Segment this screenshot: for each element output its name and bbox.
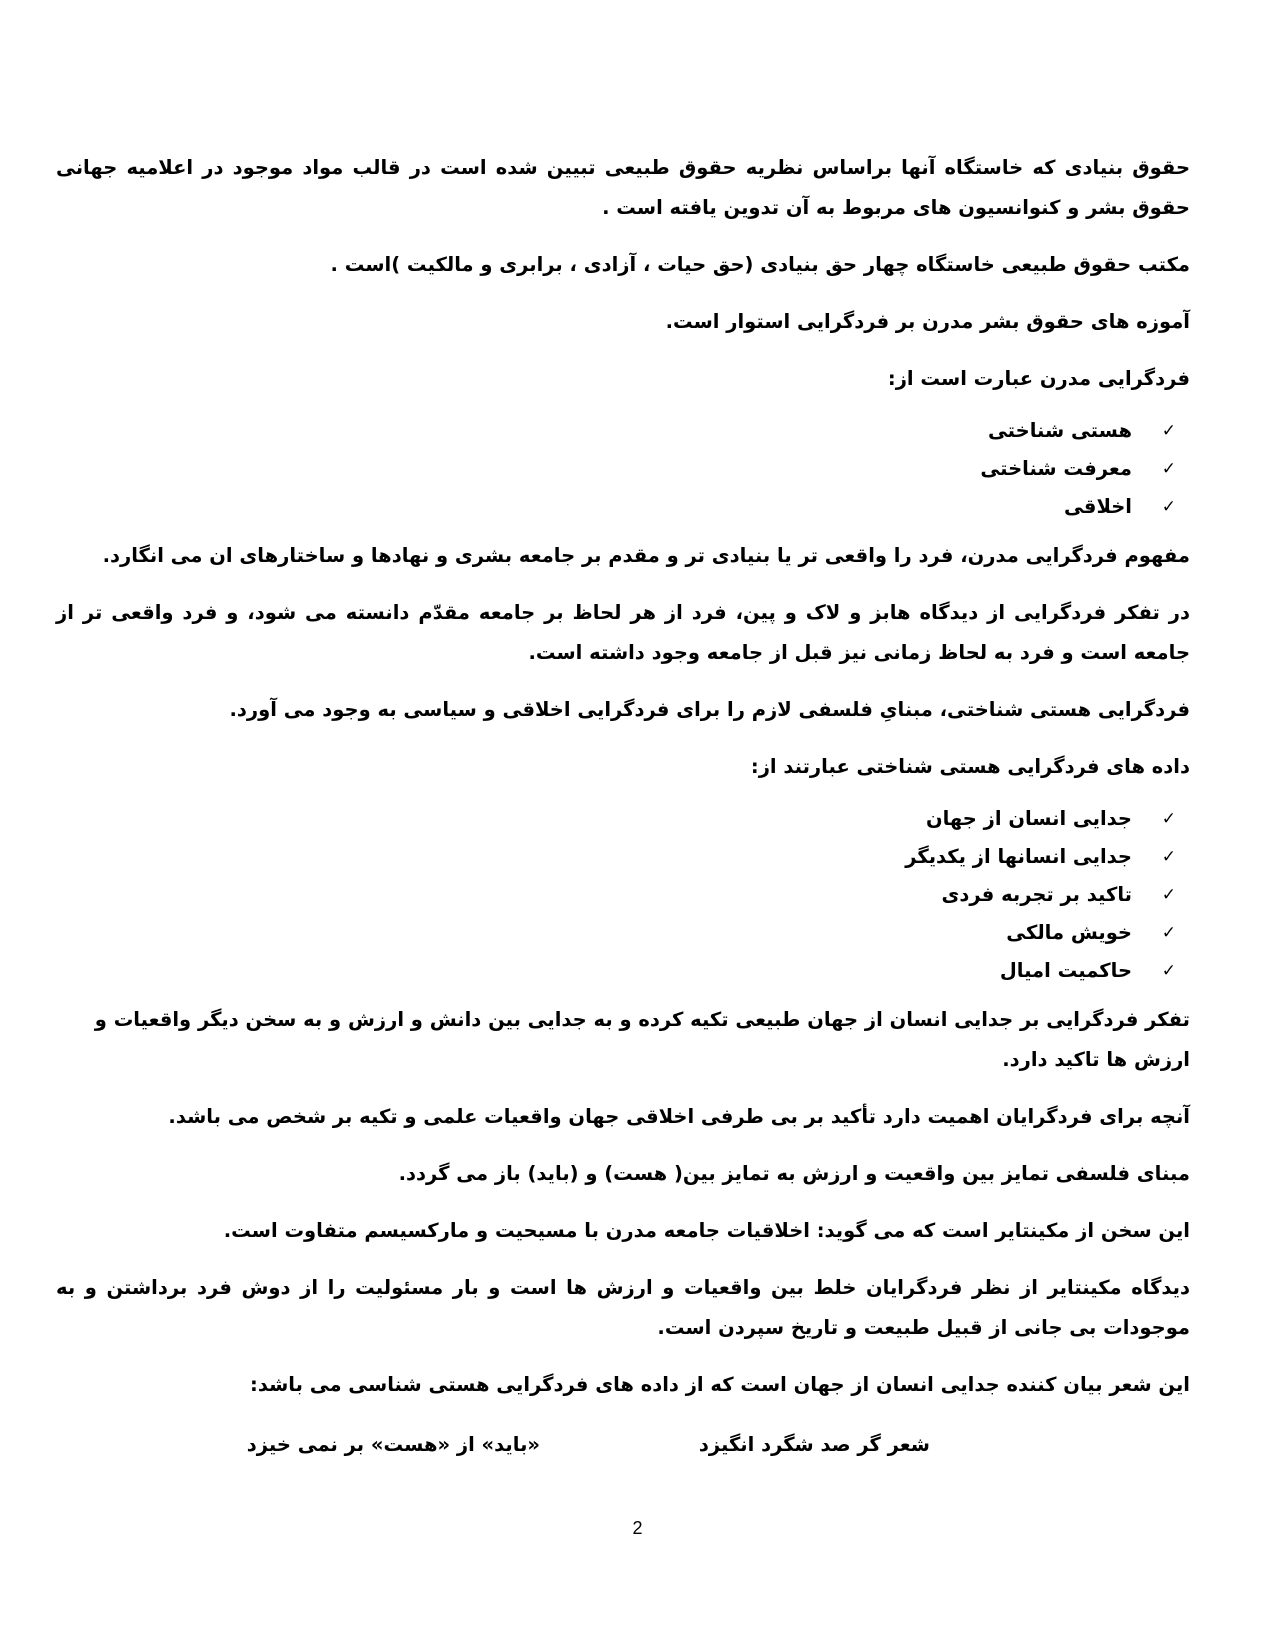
checkmark-icon: ✓ <box>1161 847 1176 867</box>
paragraph-macintyre-critique: دیدگاه مکینتایر از نظر فردگرایان خلط بین واقعیات و ارزش ها است و بار مسئولیت را از دوش فرد برداشتن و به موجودات بی جانی از قبیل طبیعت و تاریخ سپردن است. <box>56 1276 1190 1339</box>
poem-couplet <box>56 1425 1190 1465</box>
list-item <box>56 488 1176 526</box>
list-item-label: حاکمیت امیال <box>999 959 1132 982</box>
list-item <box>56 876 1176 914</box>
paragraph-poem-intro: این شعر بیان کننده جدایی انسان از جهان است که از داده های فردگرایی هستی شناسی می باشد: <box>250 1373 1190 1396</box>
paragraph-human-rights-teachings: آموزه های حقوق بشر مدرن بر فردگرایی استوار است. <box>665 310 1190 333</box>
list-item-label: اخلاقی <box>1063 495 1132 518</box>
ontological-data-list <box>56 800 1190 990</box>
list-item <box>56 412 1176 450</box>
paragraph-macintyre-quote: این سخن از مکینتایر است که می گوید: اخلاقیات جامعه مدرن با مسیحیت و مارکسیسم متفاوت است. <box>223 1219 1190 1242</box>
paragraph-natural-rights: حقوق بنیادی که خاستگاه آنها براساس نظریه حقوق طبیعی تبیین شده است در قالب مواد موجود در اعلامیه جهانی حقوق بشر و کنوانسیون های مربوط به آن تدوین یافته است . <box>56 156 1190 219</box>
individualism-types-list <box>56 412 1190 526</box>
paragraph-is-ought: مبنای فلسفی تمایز بین واقعیت و ارزش به تمایز بین( هست) و (باید) باز می گردد. <box>398 1162 1190 1185</box>
checkmark-icon: ✓ <box>1161 961 1176 981</box>
list-item-label: جدایی انسانها از یکدیگر <box>905 845 1132 868</box>
page-number: 2 <box>632 1518 643 1538</box>
paragraph-ontological-data-heading: داده های فردگرایی هستی شناختی عبارتند از: <box>750 755 1190 778</box>
list-item-label: جدایی انسان از جهان <box>925 807 1132 830</box>
paragraph-hobbes-locke-paine: در تفکر فردگرایی از دیدگاه هابز و لاک و پین، فرد از هر لحاظ بر جامعه مقدّم دانسته می شود، و فرد واقعی تر از جامعه است و فرد به لحاظ زمانی نیز قبل از جامعه وجود داشته است. <box>56 601 1190 664</box>
paragraph-natural-law-school: مکتب حقوق طبیعی خاستگاه چهار حق بنیادی (حق حیات ، آزادی ، برابری و مالکیت )است . <box>330 253 1190 276</box>
paragraph-modern-individualism-heading: فردگرایی مدرن عبارت است از: <box>887 367 1190 390</box>
paragraph-separation-thesis: تفکر فردگرایی بر جدایی انسان از جهان طبیعی تکیه کرده و به جدایی بین دانش و ارزش و به سخن دیگر واقعیات و ارزش ها تاکید دارد. <box>94 1008 1190 1071</box>
document-body <box>56 148 1190 1465</box>
paragraph-modern-individualism-concept: مفهوم فردگرایی مدرن، فرد را واقعی تر یا بنیادی تر و مقدم بر جامعه بشری و نهادها و ساختارهای ان می انگارد. <box>102 544 1190 567</box>
poem-second-hemistich: «باید» از «هست» بر نمی خیزد <box>246 1433 540 1456</box>
checkmark-icon: ✓ <box>1161 923 1176 943</box>
list-item <box>56 914 1176 952</box>
checkmark-icon: ✓ <box>1161 885 1176 905</box>
list-item-label: تاکید بر تجربه فردی <box>941 883 1132 906</box>
paragraph-ontological-individualism: فردگرایی هستی شناختی، مبنایِ فلسفی لازم را برای فردگرایی اخلاقی و سیاسی به وجود می آورد. <box>229 698 1190 721</box>
checkmark-icon: ✓ <box>1161 421 1176 441</box>
list-item-label: خویش مالکی <box>1006 921 1132 944</box>
list-item <box>56 952 1176 990</box>
checkmark-icon: ✓ <box>1161 497 1176 517</box>
checkmark-icon: ✓ <box>1161 809 1176 829</box>
paragraph-moral-neutrality: آنچه برای فردگرایان اهمیت دارد تأکید بر بی طرفی اخلاقی جهان واقعیات علمی و تکیه بر شخص می باشد. <box>168 1105 1190 1128</box>
list-item-label: هستی شناختی <box>987 419 1132 442</box>
list-item <box>56 800 1176 838</box>
list-item <box>56 450 1176 488</box>
poem-first-hemistich: شعر گر صد شگرد انگیزد <box>698 1433 930 1456</box>
list-item <box>56 838 1176 876</box>
list-item-label: معرفت شناختی <box>980 457 1132 480</box>
checkmark-icon: ✓ <box>1161 459 1176 479</box>
